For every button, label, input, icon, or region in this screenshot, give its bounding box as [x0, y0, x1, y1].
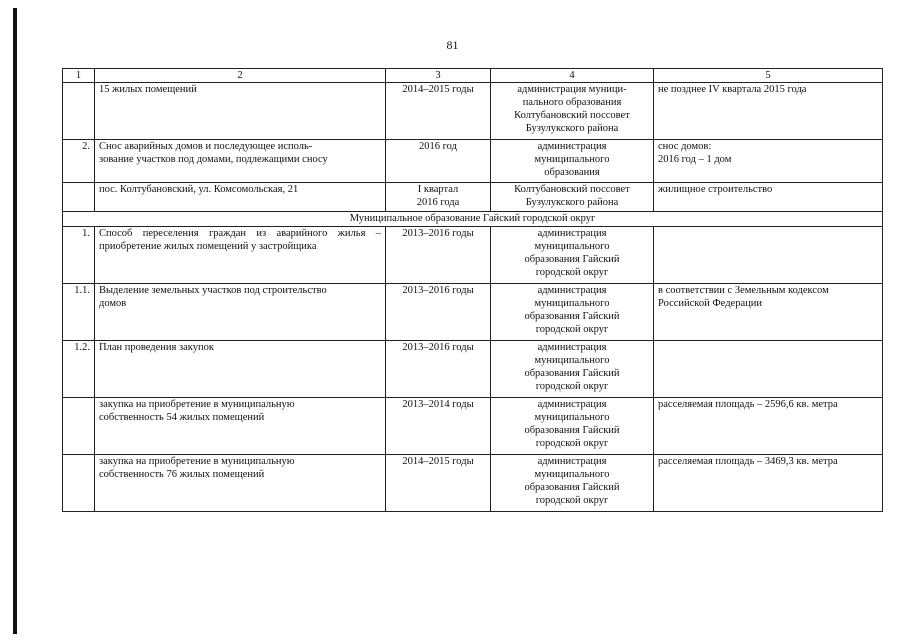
- result-cell: расселяемая площадь – 3469,3 кв. метра: [654, 455, 883, 512]
- period-cell: 2013–2016 годы: [386, 227, 491, 284]
- table-row: [63, 227, 883, 284]
- measure-cell: Выделение земельных участков под строительство домов: [95, 284, 386, 341]
- column-header-2: 2: [95, 69, 386, 83]
- row-number: 1.: [63, 227, 95, 284]
- column-header-1: 1: [63, 69, 95, 83]
- period-cell: 2013–2016 годы: [386, 341, 491, 398]
- table-row: [63, 83, 883, 140]
- period-cell: 2013–2014 годы: [386, 398, 491, 455]
- section-row: [63, 212, 883, 227]
- table-row: [63, 284, 883, 341]
- section-title: Муниципальное образование Гайский городской округ: [63, 212, 883, 227]
- responsible-cell: администрация муниципального образования Гайский городской округ: [491, 341, 654, 398]
- row-number: 1.2.: [63, 341, 95, 398]
- period-cell: 2016 год: [386, 140, 491, 183]
- table-row: [63, 140, 883, 183]
- column-header-5: 5: [654, 69, 883, 83]
- measure-cell: Снос аварийных домов и последующее исполь- зование участков под домами, подлежащими сносу: [95, 140, 386, 183]
- responsible-cell: администрация муниципального образования Гайский городской округ: [491, 398, 654, 455]
- result-cell: [654, 341, 883, 398]
- row-number: [63, 455, 95, 512]
- column-header-4: 4: [491, 69, 654, 83]
- row-number: 2.: [63, 140, 95, 183]
- result-cell: жилищное строительство: [654, 183, 883, 212]
- table-row: [63, 341, 883, 398]
- measure-cell: закупка на приобретение в муниципальную собственность 54 жилых помещений: [95, 398, 386, 455]
- row-number: [63, 398, 95, 455]
- table-row: [63, 455, 883, 512]
- result-cell: расселяемая площадь – 2596,6 кв. метра: [654, 398, 883, 455]
- measure-cell: Способ переселения граждан из аварийного жилья – приобретение жилых помещений у застройщика: [95, 227, 386, 284]
- responsible-cell: администрация муници- пального образования Колтубановский поссовет Бузулукского района: [491, 83, 654, 140]
- result-cell: в соответствии с Земельным кодексом Российской Федерации: [654, 284, 883, 341]
- responsible-cell: администрация муниципального образования Гайский городской округ: [491, 455, 654, 512]
- measure-cell: закупка на приобретение в муниципальную собственность 76 жилых помещений: [95, 455, 386, 512]
- row-number: [63, 83, 95, 140]
- responsible-cell: администрация муниципального образования: [491, 140, 654, 183]
- page-number: 81: [446, 38, 459, 52]
- row-number: [63, 183, 95, 212]
- program-table: [62, 68, 883, 512]
- table-row: [63, 183, 883, 212]
- table-row: [63, 398, 883, 455]
- period-cell: 2013–2016 годы: [386, 284, 491, 341]
- scan-edge-bar: [13, 8, 17, 634]
- period-cell: 2014–2015 годы: [386, 455, 491, 512]
- column-header-3: 3: [386, 69, 491, 83]
- result-cell: снос домов: 2016 год – 1 дом: [654, 140, 883, 183]
- period-cell: I квартал 2016 года: [386, 183, 491, 212]
- period-cell: 2014–2015 годы: [386, 83, 491, 140]
- measure-cell: План проведения закупок: [95, 341, 386, 398]
- measure-cell: пос. Колтубановский, ул. Комсомольская, 21: [95, 183, 386, 212]
- responsible-cell: администрация муниципального образования Гайский городской округ: [491, 284, 654, 341]
- result-cell: не позднее IV квартала 2015 года: [654, 83, 883, 140]
- responsible-cell: Колтубановский поссовет Бузулукского района: [491, 183, 654, 212]
- measure-cell: 15 жилых помещений: [95, 83, 386, 140]
- header-row: [63, 69, 883, 83]
- row-number: 1.1.: [63, 284, 95, 341]
- responsible-cell: администрация муниципального образования Гайский городской округ: [491, 227, 654, 284]
- result-cell: [654, 227, 883, 284]
